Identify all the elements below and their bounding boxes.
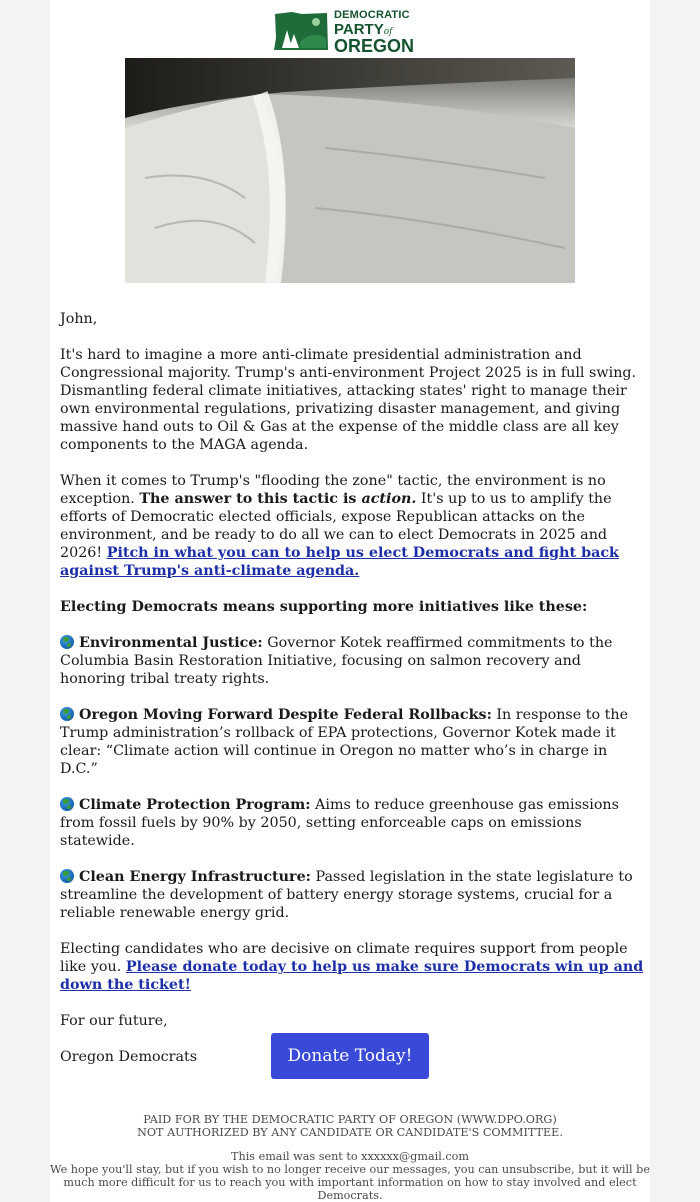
signature: Oregon Democrats (60, 1049, 198, 1065)
signoff: For our future, (60, 1013, 168, 1029)
paid-for-text: PAID FOR BY THE DEMOCRATIC PARTY OF OREGON (WWW.DPO.ORG) (143, 1113, 557, 1126)
river-rapids-image (125, 58, 575, 283)
initiative-title: Climate Protection Program: (79, 797, 311, 813)
logo-line-3: OREGON (334, 36, 415, 56)
logo-line-1: DEMOCRATIC (334, 9, 410, 21)
globe-icon (60, 869, 74, 883)
disclaimer (50, 1113, 650, 1139)
donate-today-button[interactable]: Donate Today! (271, 1033, 429, 1079)
globe-icon (60, 797, 74, 811)
initiative-text: Passed legislation in the state legislature to streamline the development of battery energy storage systems, crucial for a reliable renewable energy grid. (60, 869, 633, 921)
logo-line-2 (334, 22, 414, 37)
hero-image (125, 58, 575, 283)
email-body (60, 310, 645, 1084)
initiative-text: Aims to reduce greenhouse gas emissions from fossil fuels by 90% by 2050, setting enforceable caps on emissions statewide. (60, 797, 619, 849)
pitch-in-link[interactable]: Pitch in what you can to help us elect Democrats and fight back against Trump's anti-climate agenda. (60, 545, 619, 579)
globe-icon (60, 707, 74, 721)
not-authorized-text: NOT AUTHORIZED BY ANY CANDIDATE OR CANDIDATE'S COMMITTEE. (137, 1126, 563, 1139)
initiative-item (60, 796, 645, 850)
action-emphasis (139, 491, 416, 507)
unsubscribe-note: We hope you'll stay, but if you wish to no longer receive our messages, you can unsubscribe, but it will be much more difficult for us to reach you with important information on how to stay involved and elect Democrats. (50, 1163, 650, 1202)
initiative-title: Environmental Justice: (79, 635, 263, 651)
sent-to-text: This email was sent to xxxxxx@gmail.com (231, 1150, 469, 1163)
initiative-item (60, 634, 645, 688)
paragraph-action-lead: When it comes to Trump's "flooding the zone" tactic, the environment is no exception. (60, 473, 606, 507)
initiatives-heading-text: Electing Democrats means supporting more initiatives like these: (60, 599, 588, 615)
initiative-item (60, 868, 645, 922)
logo-party-word: PARTY (334, 21, 384, 38)
logo-wordmark (334, 10, 414, 55)
action-emphasis-text: The answer to this tactic is (139, 491, 357, 507)
donate-link[interactable]: Please donate today to help us make sure Democrats win up and down the ticket! (60, 959, 644, 993)
action-word: action. (361, 491, 417, 507)
paragraph-action (60, 472, 645, 580)
initiative-title: Oregon Moving Forward Despite Federal Rollbacks: (79, 707, 492, 723)
greeting: John, (60, 311, 98, 327)
email-footer (50, 1113, 650, 1202)
paragraph-action-body: It's up to us to amplify the efforts of Democratic elected officials, expose Republican attacks on the environment, and be ready to do all we can to elect Democrats in 2025 and 2026! (60, 491, 612, 561)
logo-of-word: of (383, 27, 393, 37)
support-text: Electing candidates who are decisive on climate requires support from people like you. (60, 941, 628, 975)
initiative-text: Governor Kotek reaffirmed commitments to the Columbia Basin Restoration Initiative, focusing on salmon recovery and honoring tribal treaty rights. (60, 635, 613, 687)
party-logo[interactable] (272, 8, 432, 54)
email-card (50, 0, 650, 1202)
initiative-item (60, 706, 645, 778)
oregon-state-logo-icon (272, 8, 330, 52)
paragraph-intro: It's hard to imagine a more anti-climate presidential administration and Congressional majority. Trump's anti-environment Project 2025 is in full swing. Dismantling federal climate initiatives, attacking states' right to manage their own environmental regulations, privatizing disaster management, and giving massive hand outs to Oil & Gas at the expense of the middle class are all key components to the MAGA agenda. (60, 347, 637, 453)
paragraph-support (60, 940, 645, 994)
initiative-text: In response to the Trump administration’s rollback of EPA protections, Governor Kotek made it clear: “Climate action will continue in Oregon no matter who’s in charge in D.C.” (60, 707, 629, 777)
globe-icon (60, 635, 74, 649)
initiative-title: Clean Energy Infrastructure: (79, 869, 311, 885)
initiatives-heading (60, 598, 645, 616)
